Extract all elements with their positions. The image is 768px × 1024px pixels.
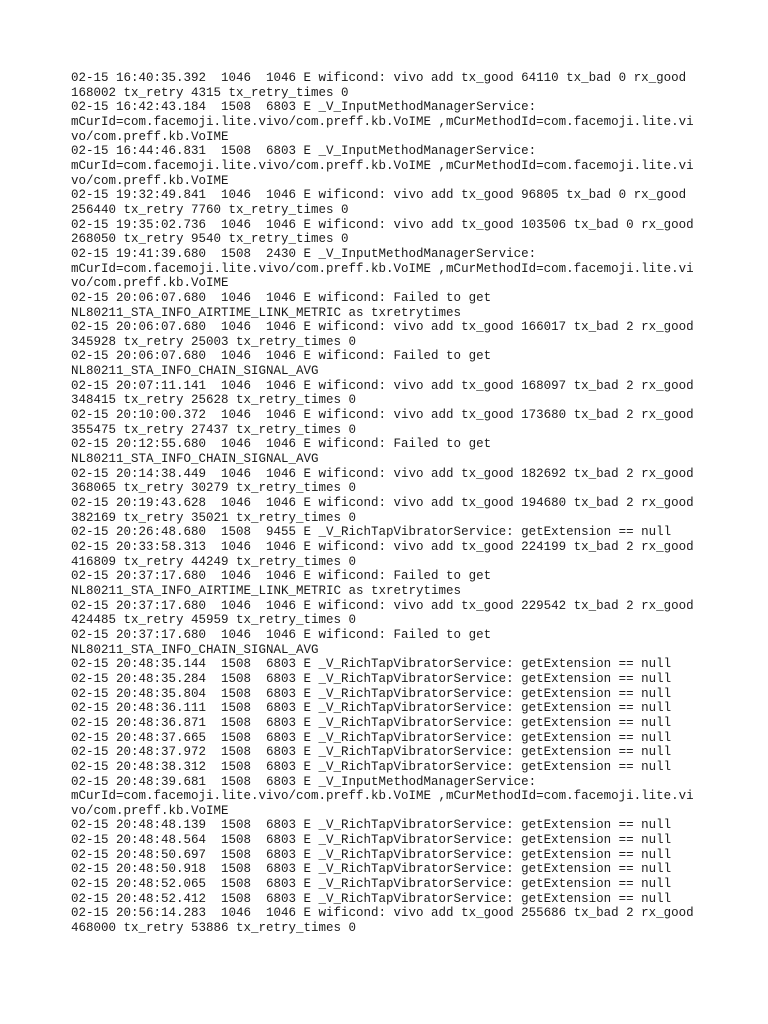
log-line: 02-15 20:48:38.312 1508 6803 E _V_RichTapVibratorService: getExtension == null xyxy=(71,759,672,774)
log-line: 02-15 20:48:35.284 1508 6803 E _V_RichTapVibratorService: getExtension == null xyxy=(71,671,672,686)
log-line: 355475 tx_retry 27437 tx_retry_times 0 xyxy=(71,422,357,437)
log-line: 416809 tx_retry 44249 tx_retry_times 0 xyxy=(71,554,357,569)
log-line: 02-15 20:48:36.111 1508 6803 E _V_RichTapVibratorService: getExtension == null xyxy=(71,701,672,716)
log-line: 02-15 20:06:07.680 1046 1046 E wificond: Failed to get xyxy=(71,349,492,364)
log-line: 02-15 16:44:46.831 1508 6803 E _V_InputMethodManagerService: xyxy=(71,144,537,159)
log-line: 02-15 20:07:11.141 1046 1046 E wificond: vivo add tx_good 168097 tx_bad 2 rx_good xyxy=(71,378,694,393)
log-line: 02-15 20:48:39.681 1508 6803 E _V_InputMethodManagerService: xyxy=(71,774,537,789)
log-line: mCurId=com.facemoji.lite.vivo/com.preff.kb.VoIME ,mCurMethodId=com.facemoji.lite.vi xyxy=(71,158,694,173)
log-line: mCurId=com.facemoji.lite.vivo/com.preff.kb.VoIME ,mCurMethodId=com.facemoji.lite.vi xyxy=(71,114,694,129)
log-line: mCurId=com.facemoji.lite.vivo/com.preff.kb.VoIME ,mCurMethodId=com.facemoji.lite.vi xyxy=(71,789,694,804)
log-line: 02-15 20:48:48.139 1508 6803 E _V_RichTapVibratorService: getExtension == null xyxy=(71,818,672,833)
log-line: mCurId=com.facemoji.lite.vivo/com.preff.kb.VoIME ,mCurMethodId=com.facemoji.lite.vi xyxy=(71,261,694,276)
log-line: 02-15 20:37:17.680 1046 1046 E wificond: Failed to get xyxy=(71,569,492,584)
log-line: 468000 tx_retry 53886 tx_retry_times 0 xyxy=(71,921,357,936)
log-line: 02-15 20:48:35.804 1508 6803 E _V_RichTapVibratorService: getExtension == null xyxy=(71,686,672,701)
log-line: 382169 tx_retry 35021 tx_retry_times 0 xyxy=(71,510,357,525)
log-line: vo/com.preff.kb.VoIME xyxy=(71,173,229,188)
log-line: 02-15 19:41:39.680 1508 2430 E _V_InputMethodManagerService: xyxy=(71,246,537,261)
log-line: 02-15 20:48:37.665 1508 6803 E _V_RichTapVibratorService: getExtension == null xyxy=(71,730,672,745)
log-line: NL80211_STA_INFO_CHAIN_SIGNAL_AVG xyxy=(71,642,319,657)
log-line: 02-15 19:32:49.841 1046 1046 E wificond: vivo add tx_good 96805 tx_bad 0 rx_good xyxy=(71,188,687,203)
log-line: NL80211_STA_INFO_CHAIN_SIGNAL_AVG xyxy=(71,452,319,467)
log-line: 02-15 20:19:43.628 1046 1046 E wificond: vivo add tx_good 194680 tx_bad 2 rx_good xyxy=(71,496,694,511)
log-line: 345928 tx_retry 25003 tx_retry_times 0 xyxy=(71,334,357,349)
log-line: 02-15 19:35:02.736 1046 1046 E wificond: vivo add tx_good 103506 tx_bad 0 rx_good xyxy=(71,217,694,232)
log-line: 02-15 20:48:37.972 1508 6803 E _V_RichTapVibratorService: getExtension == null xyxy=(71,745,672,760)
log-line: 02-15 20:12:55.680 1046 1046 E wificond: Failed to get xyxy=(71,437,492,452)
log-line: 02-15 20:06:07.680 1046 1046 E wificond: Failed to get xyxy=(71,290,492,305)
log-line: 02-15 20:48:52.065 1508 6803 E _V_RichTapVibratorService: getExtension == null xyxy=(71,877,672,892)
log-line: 02-15 20:10:00.372 1046 1046 E wificond: vivo add tx_good 173680 tx_bad 2 rx_good xyxy=(71,408,694,423)
log-line: 02-15 16:42:43.184 1508 6803 E _V_InputMethodManagerService: xyxy=(71,100,537,115)
log-line: 02-15 20:48:50.918 1508 6803 E _V_RichTapVibratorService: getExtension == null xyxy=(71,862,672,877)
log-line: 02-15 20:48:35.144 1508 6803 E _V_RichTapVibratorService: getExtension == null xyxy=(71,657,672,672)
log-line: NL80211_STA_INFO_CHAIN_SIGNAL_AVG xyxy=(71,364,319,379)
log-line: 02-15 20:48:36.871 1508 6803 E _V_RichTapVibratorService: getExtension == null xyxy=(71,715,672,730)
log-line: NL80211_STA_INFO_AIRTIME_LINK_METRIC as txretrytimes xyxy=(71,305,462,320)
log-line: 368065 tx_retry 30279 tx_retry_times 0 xyxy=(71,481,357,496)
log-line: 02-15 20:37:17.680 1046 1046 E wificond: vivo add tx_good 229542 tx_bad 2 rx_good xyxy=(71,598,694,613)
log-line: vo/com.preff.kb.VoIME xyxy=(71,276,229,291)
log-line: 02-15 20:37:17.680 1046 1046 E wificond: Failed to get xyxy=(71,627,492,642)
log-line: NL80211_STA_INFO_AIRTIME_LINK_METRIC as txretrytimes xyxy=(71,583,462,598)
log-line: 424485 tx_retry 45959 tx_retry_times 0 xyxy=(71,613,357,628)
log-line: 02-15 20:56:14.283 1046 1046 E wificond: vivo add tx_good 255686 tx_bad 2 rx_good xyxy=(71,906,694,921)
log-line: 02-15 20:06:07.680 1046 1046 E wificond: vivo add tx_good 166017 tx_bad 2 rx_good xyxy=(71,320,694,335)
log-line: 02-15 20:48:48.564 1508 6803 E _V_RichTapVibratorService: getExtension == null xyxy=(71,833,672,848)
log-line: 168002 tx_retry 4315 tx_retry_times 0 xyxy=(71,85,349,100)
log-line: 348415 tx_retry 25628 tx_retry_times 0 xyxy=(71,393,357,408)
log-line: 256440 tx_retry 7760 tx_retry_times 0 xyxy=(71,202,349,217)
log-text-body xyxy=(71,71,711,936)
log-line: 02-15 20:33:58.313 1046 1046 E wificond: vivo add tx_good 224199 tx_bad 2 rx_good xyxy=(71,540,694,554)
log-line: vo/com.preff.kb.VoIME xyxy=(71,129,229,144)
log-line: 02-15 16:40:35.392 1046 1046 E wificond: vivo add tx_good 64110 tx_bad 0 rx_good xyxy=(71,71,687,85)
log-line: 268050 tx_retry 9540 tx_retry_times 0 xyxy=(71,232,349,247)
log-line: 02-15 20:14:38.449 1046 1046 E wificond: vivo add tx_good 182692 tx_bad 2 rx_good xyxy=(71,466,694,481)
log-line: 02-15 20:48:50.697 1508 6803 E _V_RichTapVibratorService: getExtension == null xyxy=(71,847,672,862)
log-line: 02-15 20:26:48.680 1508 9455 E _V_RichTapVibratorService: getExtension == null xyxy=(71,525,672,540)
log-line: vo/com.preff.kb.VoIME xyxy=(71,803,229,818)
log-line: 02-15 20:48:52.412 1508 6803 E _V_RichTapVibratorService: getExtension == null xyxy=(71,891,672,906)
